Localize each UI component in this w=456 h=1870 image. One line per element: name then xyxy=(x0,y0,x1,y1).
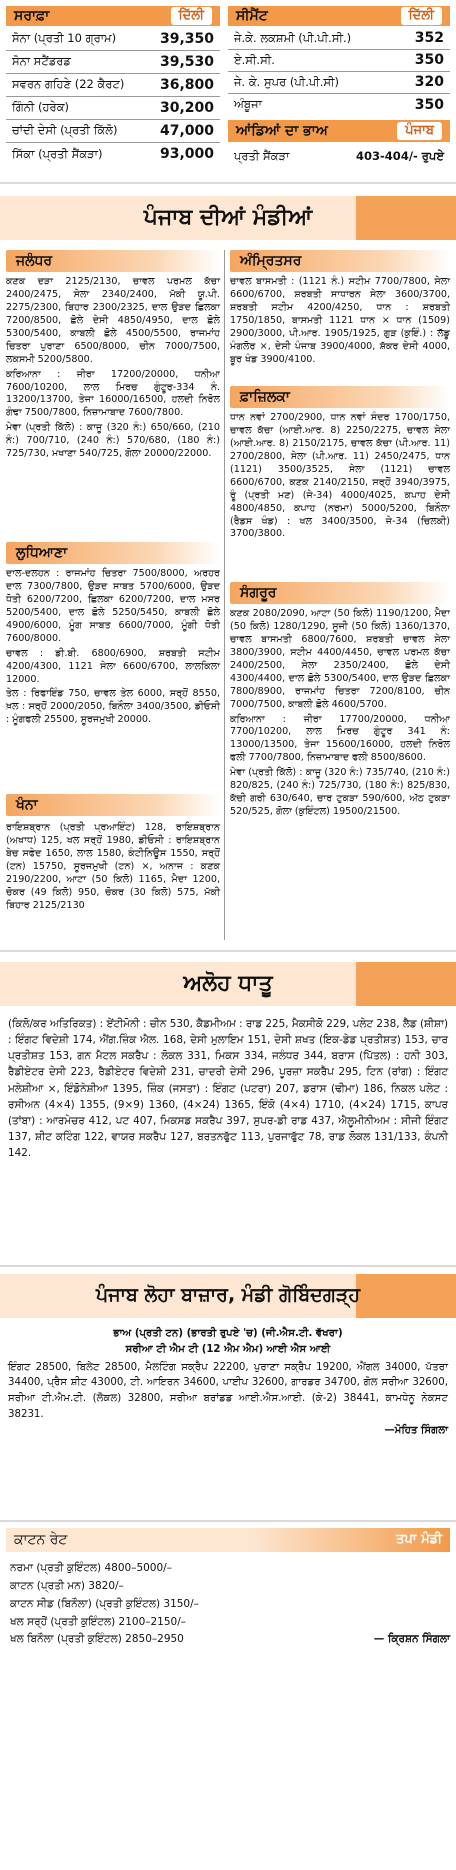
divider xyxy=(0,1265,456,1267)
rate-value: 403-404/- ਰੁਪਏ xyxy=(356,149,444,164)
divider xyxy=(0,1520,456,1522)
sarafa-table xyxy=(6,28,220,166)
cement-city-tag: ਦਿੱਲੀ xyxy=(401,7,443,24)
ludhiana-body xyxy=(6,568,220,727)
section-title: ਲੁਧਿਆਣਾ xyxy=(16,544,68,561)
sangrur-header xyxy=(230,582,450,604)
amritsar-header xyxy=(230,250,450,272)
khanna-body xyxy=(6,822,220,913)
banner-accent-strip xyxy=(356,1274,456,1318)
iron-rate-note: ਭਾਅ (ਪ੍ਰਤੀ ਟਨ) (ਭਾਰਤੀ ਰੁਪਏ 'ਚ) (ਜੀ.ਐਸ.ਟੀ. ਵੱਖਰਾ) xyxy=(113,1328,343,1339)
amritsar-body xyxy=(230,276,450,367)
jalandhar-body xyxy=(6,276,220,461)
rate-value: 39,350 xyxy=(159,30,214,47)
rate-label: ਜੇ.ਕੇ. ਲਕਸ਼ਮੀ (ਪੀ.ਪੀ.ਸੀ.) xyxy=(234,30,352,45)
rate-value: 350 xyxy=(414,52,444,69)
cotton-row: ਖਲ ਸਰ੍ਹੋਂ (ਪ੍ਰਤੀ ਕੁਇੰਟਲ) 2100–2150/– xyxy=(10,1615,187,1628)
sangrur-text: ਕਣਕ 2080/2090, ਆਟਾ (50 ਕਿਲੋ) 1190/1200, ਮੈਦਾ (50 ਕਿਲੋ) 1280/1290, ਸੂਜੀ (50 ਕਿਲੋ) 1360/1370, ਚਾਵਲ ਬਾਸਮਤੀ 6800/7600, ਸ਼ਰਬਤੀ ਚਾਵਲ ਸੇਲਾ 3800/3900, ਸਟੀਮ 4400/4450, ਚਾਵਲ ਪਰਮਲ ਕੱਚਾ 2400/2500, ਸੇਲਾ 2350/2400, ਛੋਲੇ ਦੇਸੀ 4300/4400, ਦਾਲ ਛੋਲੇ 5300/5400, ਦਾਲ ਉੜਦ ਛਿਲਕਾ 7800/8900, ਰਾਜਮਾਂਹ ਚਿਤਰਾ 7200/8100, ਚੀਨ 7000/7500, ਕਾਬਲੀ ਛੋਲੇ 4600/5700. xyxy=(230,608,450,710)
cotton-row: ਕਾਟਨ ਸੀਡ (ਬਿਨੌਲਾ) (ਪ੍ਰਤੀ ਕੁਇੰਟਲ) 3150/– xyxy=(10,1597,199,1610)
rate-value: 93,000 xyxy=(159,146,214,163)
rate-value: 39,530 xyxy=(159,53,214,70)
cotton-header xyxy=(6,1528,450,1552)
khanna-header xyxy=(6,794,220,816)
jalandhar-kariana: ਕਰਿਆਨਾ : ਜੀਰਾ 17200/20000, ਧਨੀਆ 7600/10200, ਲਾਲ ਮਿਰਚ ਗੁੰਟੂਰ-334 ਨੰ. 13200/13700, ਤੇਜਾ 16000/16500, ਹਲਦੀ ਨਿਰੋਲ ਗੰਢਾ 7500/7800, ਨਿਜ਼ਾਮਾਬਾਦ 7600/7800. xyxy=(6,368,220,419)
rate-label: ਚਾਂਦੀ ਦੇਸੀ (ਪ੍ਰਤੀ ਕਿੱਲੋ) xyxy=(12,123,118,138)
cement-row xyxy=(228,50,450,72)
jalandhar-header xyxy=(6,250,220,272)
cotton-title: ਕਾਟਨ ਰੇਟ xyxy=(14,1531,68,1548)
cotton-row: ਕਾਟਨ (ਪ੍ਰਤੀ ਮਨ) 3820/– xyxy=(10,1579,124,1592)
sangrur-meva: ਮੇਵਾ (ਪ੍ਰਤੀ ਕਿੱਲੋ) : ਕਾਜੂ (320 ਨੰ:) 735/740, (210 ਨੰ:) 820/825, (240 ਨੰ:) 725/730, (180 ਨੰ:) 825/830, ਕੱਚੀ ਗਰੀ 630/640, ਚਾਰ ਟੁਕੜਾ 590/600, ਅੱਠ ਟੁਕੜਾ 520/525, ਗੋਲਾ (ਕੁਇੰਟਲ) 19500/21500. xyxy=(230,767,450,818)
fazilka-text: ਧਾਨ ਨਵਾਂ 2700/2900, ਧਾਨ ਨਵਾਂ ਸੰਦਰ 1700/1750, ਚਾਵਲ ਕੱਚਾ (ਆਈ.ਆਰ. 8) 2250/2275, ਚਾਵਲ ਸੇਲਾ (ਆਈ.ਆਰ. 8) 2150/2175, ਚਾਵਲ ਕੱਚਾ (ਪੀ.ਆਰ. 11) 2700/2800, ਸੇਲਾ (ਪੀ.ਆਰ. 11) 2450/2475, ਧਾਨ (1121) 3500/3525, ਸੇਲਾ (1121) ਚਾਵਲ 6600/6700, ਕਣਕ 2140/2150, ਸਰ੍ਹੋਂ 3940/3975, ਰੂੰ (ਪ੍ਰਤੀ ਮਣ) (ਜੇ-34) 4000/4025, ਕਪਾਹ ਦੇਸੀ 4800/4850, ਕਪਾਹ (ਨਰਮਾ) 5000/5200, ਬਿਨੌਲਾ (ਰੈਡਸ ਖੰਡ) : ਖਲ 3400/3500, ਜੇ-34 (ਚਿਲਕੀ) 3700/3800. xyxy=(230,412,450,540)
metals-title: ਅਲੋਹ ਧਾਤੂ xyxy=(183,971,273,997)
sarafa-row xyxy=(6,28,220,51)
sarafa-header xyxy=(6,6,220,26)
ludhiana-chawal: ਚਾਵਲ : ਡੀ.ਬੀ. 6800/6900, ਸ਼ਰਬਤੀ ਸਟੀਮ 4200/4300, 1121 ਸੇਲਾ 6600/6700, ਲਾਲਕਿਲਾ 12000. xyxy=(6,647,220,685)
column-divider xyxy=(224,250,225,940)
ludhiana-text: ਦਾਲ-ਦਲਹਨ : ਰਾਜਮਾਂਹ ਚਿਤਰਾ 7500/8000, ਅਰਹਰ ਦਾਲ 7300/7800, ਉੜਦ ਸਾਬਤ 5700/6000, ਉੜਦ ਧੋਤੀ 6200/7200, ਛਿਲਕਾ 6200/7200, ਦਾਲ ਮਸਰ 5200/5400, ਦਾਲ ਛੋਲੇ 5250/5450, ਕਾਬਲੀ ਛੋਲੇ 4900/6000, ਮੂੰਗ ਸਾਬਤ 6600/7000, ਮੂੰਗੀ ਧੋਤੀ 7600/8000. xyxy=(6,568,220,644)
rate-value: 352 xyxy=(414,30,444,47)
ludhiana-header xyxy=(6,542,220,564)
rate-label: ਗਿੰਨੀ (ਹਰੇਕ) xyxy=(12,100,70,115)
metals-body xyxy=(8,1016,448,1161)
amritsar-text: ਚਾਵਲ ਬਾਸਮਤੀ : (1121 ਨੰ.) ਸਟੀਮ 7700/7800, ਸੇਲਾ 6600/6700, ਸ਼ਰਬਤੀ ਸਾਧਾਰਨ ਸੇਲਾ 3600/3700, ਸ਼ਰਬਤੀ ਸਟੀਮ 4200/4250, ਧਾਨ : ਸ਼ਰਬਤੀ 1750/1850, ਬਾਸਮਤੀ 1121 ਧਾਨ × ਧਾਨ (1509) 2900/3000, ਪੀ.ਆਰ. 1905/1925, ਗੁੜ (ਕੁਇੰ.) : ਲੱਡੂ ਮੰਗਲੋਰ ×, ਦੇਸੀ ਪੰਜਾਬ 3900/4000, ਸ਼ੱਕਰ ਦੇਸੀ 4000, ਬੂਰ ਖੰਡ 3900/4100. xyxy=(230,276,450,365)
sarafa-row xyxy=(6,143,220,166)
sarafa-row xyxy=(6,74,220,97)
iron-product-line: ਸਰੀਆ ਟੀ ਐਮ ਟੀ (12 ਐਮ ਐਮ) ਆਈ ਐਸ ਆਈ xyxy=(125,1343,331,1355)
sangrur-body xyxy=(230,608,450,819)
sarafa-row xyxy=(6,120,220,143)
khanna-text: ਰਾਇਸ਼ਬ੍ਰਾਨ (ਪ੍ਰਤੀ ਪ੍ਰਆਇੰਟ) 128, ਰਾਇਸ਼ਬ੍ਰਾਨ (ਅਖਾਧ) 125, ਖਲ ਸਰ੍ਹੋਂ 1980, ਡੀਓਸੀ : ਰਾਇਸ਼ਬ੍ਰਾਨ ਬੇਚ ਸਫੇਦ 1650, ਲਾਲ 1580, ਕੰਟੀਨਿਊਸ 1550, ਸਰ੍ਹੋਂ (ਟਨ) 15750, ਸੂਰਜਮੁਖੀ (ਟਨ) ×, ਅਨਾਜ : ਕਣਕ 2190/2200, ਆਟਾ (50 ਕਿਲੋ) 1165, ਮੈਦਾ 1200, ਚੋਕਰ (49 ਕਿਲੋ) 950, ਚੋਕਰ (30 ਕਿਲੋ) 575, ਮੱਕੀ ਬਿਹਾਰ 2125/2130 xyxy=(6,822,220,911)
metals-banner xyxy=(0,962,456,1006)
eggs-region-tag: ਪੰਜਾਬ xyxy=(397,122,442,139)
divider xyxy=(0,950,456,952)
rate-label: ਅੰਬੂਜਾ xyxy=(234,97,262,112)
sarafa-row xyxy=(6,97,220,120)
fazilka-header xyxy=(230,386,450,408)
iron-author: —ਮੋਹਿਤ ਸਿੰਗਲਾ xyxy=(384,1424,448,1436)
cotton-last-row xyxy=(10,1631,450,1649)
rate-value: 36,800 xyxy=(159,76,214,93)
cotton-body xyxy=(10,1560,450,1649)
mandi-banner xyxy=(0,196,456,240)
banner-accent-strip xyxy=(356,962,456,1006)
section-title: ਜਲੰਧਰ xyxy=(16,252,53,269)
cement-row xyxy=(228,72,450,94)
divider xyxy=(0,182,456,184)
cotton-city-tag: ਤਪਾ ਮੰਡੀ xyxy=(396,1532,442,1548)
cement-title: ਸੀਮੈਂਟ xyxy=(236,7,268,24)
eggs-header xyxy=(228,120,450,142)
rate-label: ਸਵਰਨ ਗਹਿਣੇ (22 ਕੈਰਟ) xyxy=(12,77,125,92)
rate-label: ਪ੍ਰਤੀ ਸੈਂਕੜਾ xyxy=(234,149,290,164)
rate-value: 350 xyxy=(414,96,444,113)
iron-banner xyxy=(0,1274,456,1318)
section-title: ਸੰਗਰੂਰ xyxy=(240,584,277,601)
sarafa-title: ਸਰਾਫ਼ਾ xyxy=(14,7,50,24)
iron-body xyxy=(8,1326,448,1439)
eggs-title: ਆਂਡਿਆਂ ਦਾ ਭਾਅ xyxy=(236,122,328,139)
jalandhar-text: ਕਣਕ ਦੜਾ 2125/2130, ਚਾਵਲ ਪਰਮਲ ਕੱਚਾ 2400/2475, ਸੇਲਾ 2340/2400, ਮੱਕੀ ਯੂ.ਪੀ. 2275/2300, ਬਿਹਾਰ 2300/2325, ਦਾਲ ਉੜਦ ਛਿਲਕਾ 7200/8500, ਛੋਲੇ ਦੇਸੀ 4850/4950, ਦਾਲ ਛੋਲੇ 5300/5400, ਕਾਬਲੀ ਛੋਲੇ 4500/5500, ਰਾਜਮਾਂਹ ਚਿਤਰਾ ਪੁਰਾਣਾ 6500/8000, ਚੀਨ 7000/7500, ਲਕਸਮੀ 5200/5800. xyxy=(6,276,220,365)
iron-title: ਪੰਜਾਬ ਲੋਹਾ ਬਾਜ਼ਾਰ, ਮੰਡੀ ਗੋਬਿੰਦਗੜ੍ਹ xyxy=(95,1284,361,1307)
rate-value: 47,000 xyxy=(159,122,214,139)
cotton-row: ਖਲ ਬਿਨੌਲਾ (ਪ੍ਰਤੀ ਕੁਇੰਟਲ) 2850–2950 xyxy=(10,1633,184,1646)
rate-label: ਜੇ. ਕੇ. ਸੁਪਰ (ਪੀ.ਪੀ.ਸੀ) xyxy=(234,74,339,89)
fazilka-body xyxy=(230,412,450,541)
cotton-author: — ਕ੍ਰਿਸ਼ਨ ਸਿੰਗਲਾ xyxy=(373,1633,450,1646)
section-title: ਖੰਨਾ xyxy=(16,796,38,813)
ludhiana-tel: ਤੇਲ : ਰਿਫਾਇੰਡ 750, ਚਾਵਲ ਤੇਲ 6000, ਸਰ੍ਹੋਂ 8550, ਖ਼ਲ : ਸਰ੍ਹੋਂ 2000/2050, ਬਿਨੌਲਾ 3400/3500, ਡੀਓਸੀ : ਮੂੰਗਫਲੀ 25500, ਸੂਰਜਮੁਖੀ 20000. xyxy=(6,688,220,726)
cement-header xyxy=(228,6,450,26)
cotton-row: ਨਰਮਾ (ਪ੍ਰਤੀ ਕੁਇੰਟਲ) 4800–5000/– xyxy=(10,1562,172,1574)
rate-label: ਸਿੱਕਾ (ਪ੍ਰਤੀ ਸੈਂਕੜਾ) xyxy=(12,146,103,161)
metals-text: (ਕਿਲੋ/ਕਰ ਅਤਿਰਿਕਤ) : ਏਂਟੀਮੋਨੀ : ਚੀਨ 530, ਕੈਡਮੀਅਮ : ਰਾਡ 225, ਮੈਕਸੀਕੋ 229, ਪਲੇਟ 238, ਲੈਡ (ਸ਼ੀਸ਼ਾ) : ਇੰਗਟ ਵਿਦੇਸ਼ੀ 174, ਐਂਗ.ਜ਼ਿੰਕ ਐਲ. 168, ਦੇਸੀ ਮੁਲਾਇਮ 151, ਦੇਸੀ ਸ਼ਖਤ (ਇਕ-ਡੇਡ ਪ੍ਰਤੀਸ਼ਤ) 153, ਚਾਰ ਪ੍ਰਤੀਸ਼ਤ 153, ਗਨ ਮੈਟਲ ਸਕਰੈਪ : ਲੋਕਲ 331, ਮਿਕਸ 334, ਜਲੰਧਰ 344, ਬਰਾਸ (ਪਿੱਤਲ) : ਹਨੀ 303, ਰੈਡੀਏਟਰ ਦੇਸੀ 223, ਰੈਡੀਏਟਰ ਵਿਦੇਸ਼ੀ 231, ਚਾਦਰੀ ਦੇਸੀ 296, ਪੂਰਜ਼ਾ ਸਕਰੈਪ 295, ਟਿਨ (ਰਾਂਗ) : ਇੰਗਟ ਮਲੇਸ਼ੀਆ ×, ਇੰਡੋਨੇਸ਼ੀਆ 1395, ਜ਼ਿੰਕ (ਜਸਤਾ) : ਇੰਗਟ (ਪਟਰਾ) 207, ਡਰਾਸ (ਢੀਮਾ) 186, ਨਿਕਲ ਪਲੇਟ : ਰਸੀਅਨ (4×4) 1355, (9×9) 1360, (4×24) 1365, ਇੰਕੋ (4×4) 1710, (4×24) 1715, ਕਾਪਰ (ਤਾਂਬਾ) : ਆਰਮੇਚਰ 412, ਪਟ 407, ਮਿਕਸਡ ਸਕਰੈਪ 397, ਸੁਪਰ-ਡੀ ਰਾਡ 437, ਐਲੂਮੀਨੀਅਮ : ਸੀਜੀ ਇੰਗਟ 137, ਸ਼ੀਟ ਕਟਿੰਗ 122, ਵਾਯਰ ਸਕਰੈਪ 127, ਬਰਤਨਫੁੱਟ 113, ਪੁਰਜਾਫੁੱਟ 78, ਰਾਡ ਲੋਕਲ 131/133, ਕੰਪਨੀ 142. xyxy=(8,1018,448,1159)
rate-value: 30,200 xyxy=(159,99,214,116)
section-title: ਅੰਮ੍ਰਿਤਸਰ xyxy=(240,252,302,269)
section-title: ਫ਼ਾਜ਼ਿਲਕਾ xyxy=(240,388,290,405)
mandi-title: ਪੰਜਾਬ ਦੀਆਂ ਮੰਡੀਆਂ xyxy=(143,205,313,231)
rate-value: 320 xyxy=(414,74,444,91)
cement-row xyxy=(228,94,450,116)
rate-label: ਸੋਨਾ ਸਟੈਂਡਰਡ xyxy=(12,54,71,69)
iron-text: ਇੰਗਟ 28500, ਬਿਲੇਟ 28500, ਮੈਲਟਿੰਗ ਸਕ੍ਰੈਪ 22200, ਪੁਰਾਣਾ ਸਕ੍ਰੈਪ 19200, ਐਂਗਲ 34000, ਪੱਤਰਾ 34400, ਪ੍ਰੈਸ ਸ਼ੀਟ 43000, ਟੀ. ਆਇਰਨ 34600, ਪਾਈਪ 32600, ਗਾਰਡਰ 34700, ਗੋਲ ਸਰੀਆ 32600, ਸਰੀਆ ਟੀ.ਐਮ.ਟੀ. (ਲੋਕਲ) 32800, ਸਰੀਆ ਬਰਾਂਡਡ ਆਈ.ਐਸ.ਆਈ. (ਕੇ-2) 38441, ਕਾਮਧੇਨੂ ਨੇਕਸਟ 38231. xyxy=(8,1361,448,1421)
sarafa-city-tag: ਦਿੱਲੀ xyxy=(171,7,213,24)
rate-label: ਏ.ਸੀ.ਸੀ. xyxy=(234,52,275,67)
eggs-row xyxy=(228,146,450,168)
sarafa-row xyxy=(6,51,220,74)
rate-label: ਸੋਨਾ (ਪ੍ਰਤੀ 10 ਗ੍ਰਾਮ) xyxy=(12,31,117,46)
jalandhar-meva: ਮੇਵਾ (ਪ੍ਰਤੀ ਕਿੱਲੋ) : ਕਾਜੂ (320 ਨੰ:) 650/660, (210 ਨੰ:) 700/710, (240 ਨੰ:) 570/680, (180 ਨੰ:) 725/730, ਮਖਾਣਾ 540/725, ਗੋਲਾ 20000/22000. xyxy=(6,422,220,460)
eggs-table xyxy=(228,146,450,168)
banner-accent-strip xyxy=(356,196,456,240)
sangrur-kariana: ਕਰਿਆਨਾ : ਜੀਰਾ 17700/20000, ਧਨੀਆ 7700/10200, ਲਾਲ ਮਿਰਚ ਗੁੰਟੂਰ 341 ਨੰ: 13000/13500, ਤੇਜਾ 15600/16000, ਹਲਦੀ ਨਿਰੋਲ ਫਲੀ 7700/7800, ਨਿਜ਼ਾਮਾਬਾਦ ਫਲੀ 8500/8600. xyxy=(230,713,450,764)
cement-row xyxy=(228,28,450,50)
cement-table xyxy=(228,28,450,116)
